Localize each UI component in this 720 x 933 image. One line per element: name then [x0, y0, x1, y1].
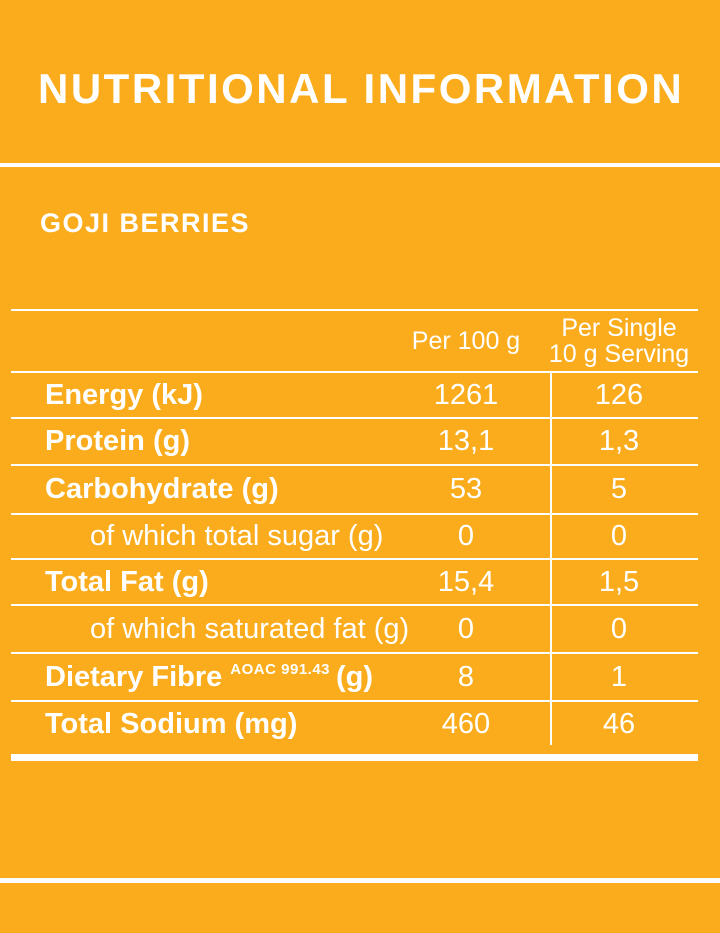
row-label-text: of which total sugar (g) [90, 520, 384, 552]
row-value-per-100g: 1261 [433, 378, 499, 411]
column-header-per-serving [540, 311, 698, 371]
row-label-text: of which saturated fat (g) [90, 612, 410, 645]
row-value-per-serving: 1,5 [598, 565, 640, 598]
row-label [11, 419, 392, 464]
row-label-text: Protein (g) [45, 425, 190, 457]
table-row [11, 419, 698, 466]
row-label-text: Total Sodium (mg) [45, 707, 298, 740]
row-label-text: Dietary Fibre [45, 660, 223, 693]
row-value-per-100g: 53 [449, 473, 483, 505]
row-value-per-serving: 0 [610, 520, 628, 552]
header-spacer-cell [11, 311, 392, 371]
product-name: GOJI BERRIES [40, 208, 251, 238]
row-value-per-serving: 1 [610, 660, 628, 693]
table-body [11, 373, 698, 761]
row-value-per-100g: 8 [457, 660, 475, 693]
table-row [11, 515, 698, 560]
row-value-per-serving: 1,3 [598, 425, 640, 457]
row-label [11, 606, 410, 652]
table-row [11, 702, 698, 761]
row-label-text: Total Fat (g) [45, 565, 209, 598]
row-label-superscript: AOAC 991.43 [230, 660, 331, 678]
table-row [11, 606, 698, 654]
row-value-per-serving: 126 [594, 378, 644, 411]
row-label-text: Carbohydrate (g) [45, 473, 279, 505]
bottom-rule [0, 878, 720, 883]
column-header-per-serving-line2: 10 g Serving [548, 340, 690, 368]
row-label [11, 373, 392, 417]
column-header-per-100g: Per 100 g [411, 327, 521, 355]
page-title: NUTRITIONAL INFORMATION [38, 65, 685, 112]
row-label [11, 560, 392, 604]
table-row [11, 560, 698, 606]
row-label [11, 515, 392, 558]
row-value-per-100g: 460 [441, 707, 491, 740]
column-header-per-serving-line1: Per Single [561, 314, 677, 342]
row-value-per-100g: 13,1 [437, 425, 495, 457]
table-row [11, 466, 698, 515]
row-value-per-serving: 0 [610, 612, 628, 645]
row-label [11, 466, 392, 513]
row-value-per-serving: 5 [610, 473, 628, 505]
row-value-per-100g: 0 [457, 520, 475, 552]
column-divider-line [550, 373, 552, 745]
title-underline-rule [0, 163, 720, 167]
row-value-per-100g: 0 [457, 612, 475, 645]
nutrition-table [11, 309, 698, 761]
row-label-text: Energy (kJ) [45, 378, 203, 411]
table-row [11, 654, 698, 702]
row-label [11, 654, 392, 700]
row-value-per-100g: 15,4 [437, 565, 495, 598]
row-label [11, 702, 392, 754]
table-row [11, 373, 698, 419]
table-header-row [11, 311, 698, 373]
row-value-per-serving: 46 [602, 707, 636, 740]
row-label-suffix: (g) [336, 660, 374, 693]
